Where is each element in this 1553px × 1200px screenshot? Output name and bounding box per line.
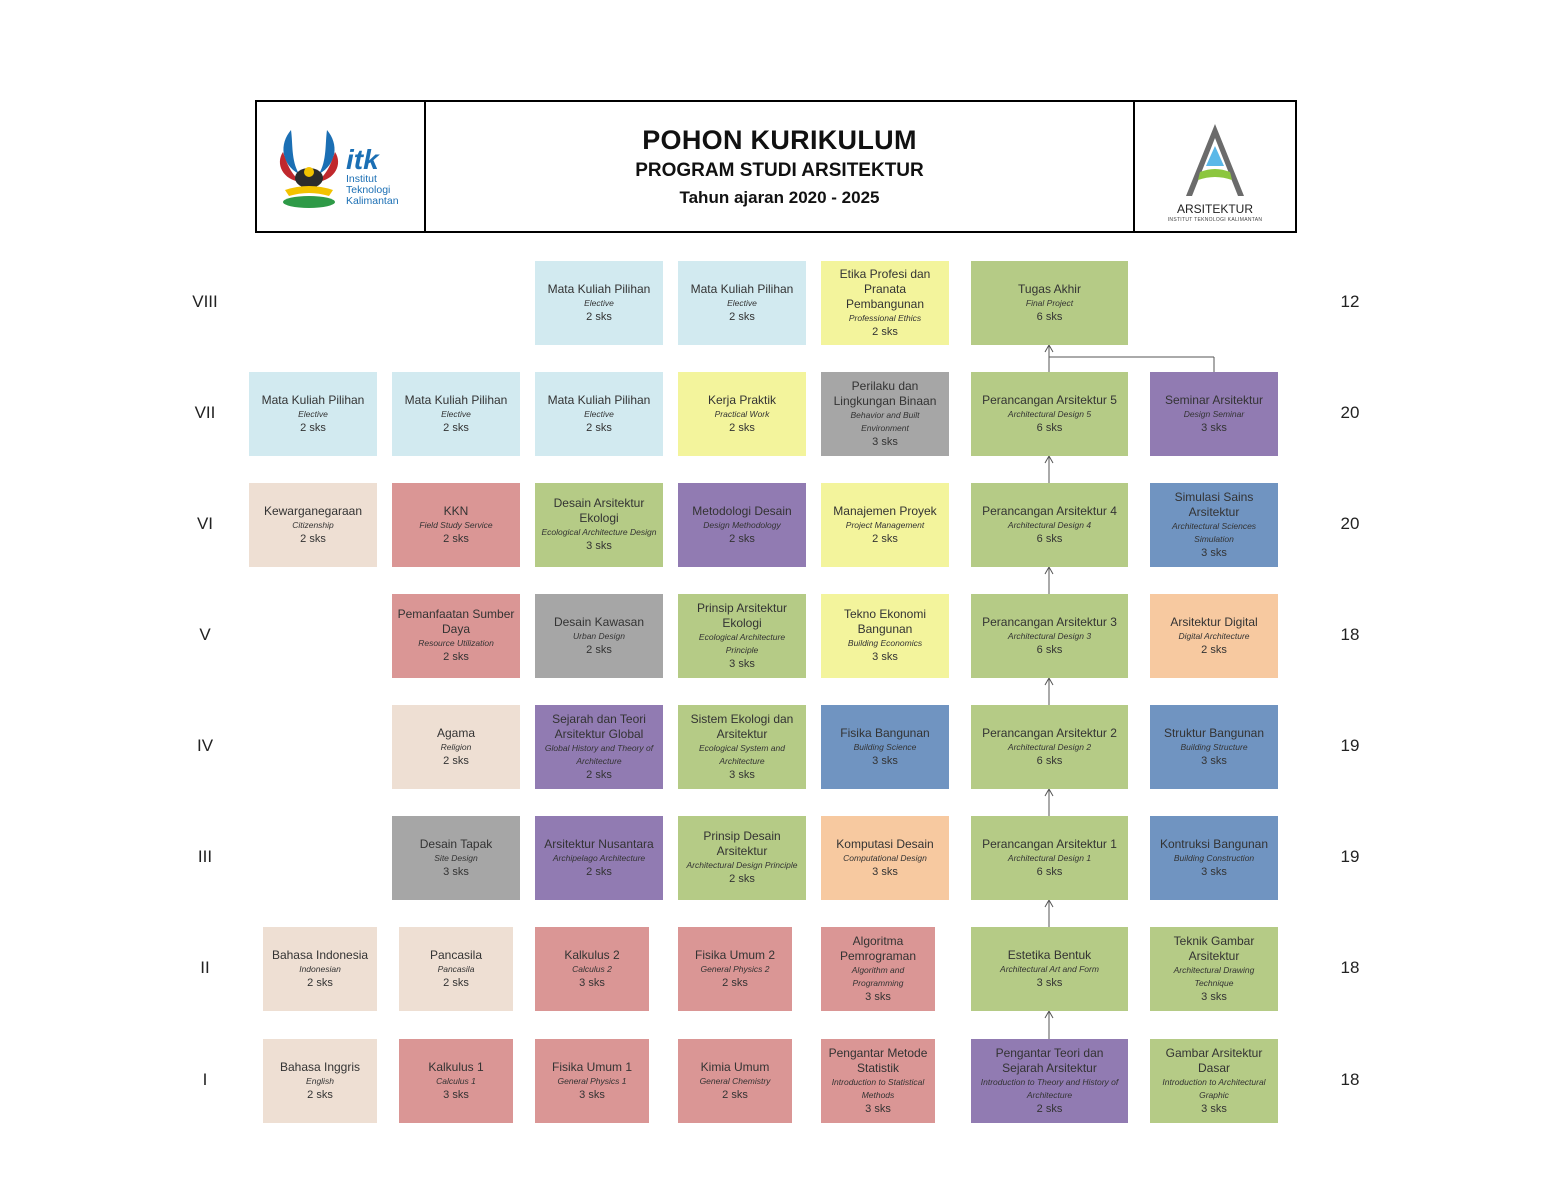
course-credits: 2 sks [300,532,326,545]
arsitektur-sub: INSTITUT TEKNOLOGI KALIMANTAN [1167,217,1263,223]
course-name: Fisika Bangunan [840,725,930,740]
course-box [535,594,663,678]
page-subtitle: PROGRAM STUDI ARSITEKTUR [635,160,924,181]
course-name: Perancangan Arsitektur 1 [982,836,1117,851]
course-english-name: Indonesian [299,963,341,974]
course-english-name: English [306,1075,334,1086]
course-english-name: Ecological Architecture Principle [698,631,786,655]
course-credits: 2 sks [586,421,612,434]
course-name: Perancangan Arsitektur 5 [982,392,1117,407]
itk-line: Teknologi [346,184,391,196]
course-name: Bahasa Indonesia [271,947,369,962]
course-name: Fisika Umum 1 [551,1059,632,1074]
course-box [392,483,520,567]
course-credits: 2 sks [586,865,612,878]
course-name: Manajemen Proyek [833,503,937,518]
itk-line: Institut [346,173,377,185]
course-name: Mata Kuliah Pilihan [547,281,651,296]
course-english-name: Architectural Drawing Technique [1173,964,1255,988]
course-english-name: General Physics 2 [700,963,770,974]
course-box [1150,816,1278,900]
course-english-name: Behavior and Built Environment [850,409,920,433]
course-credits: 3 sks [872,651,898,663]
course-name: Perancangan Arsitektur 3 [982,614,1117,629]
course-name: Pemanfaatan Sumber Daya [397,607,515,636]
course-english-name: Ecological System and Architecture [699,742,785,766]
course-english-name: Architectural Design 4 [1007,519,1092,530]
course-box [821,705,949,789]
course-name: Mata Kuliah Pilihan [261,392,365,407]
course-credits: 2 sks [443,532,469,545]
course-credits: 3 sks [1201,546,1227,559]
course-box [821,261,949,345]
course-english-name: Computational Design [843,852,927,863]
course-box [821,372,949,456]
course-english-name: Building Construction [1173,852,1255,863]
course-name: Pengantar Metode Statistik [828,1045,928,1075]
course-name: Arsitektur Nusantara [544,836,654,851]
course-box [821,1039,935,1123]
course-name: Algoritma Pemrograman [839,933,917,963]
course-credits: 3 sks [865,1102,891,1115]
course-box [392,705,520,789]
course-credits: 2 sks [729,873,755,885]
semester-total-sks: 12 [1340,292,1360,311]
course-english-name: Building Economics [847,638,923,648]
course-credits: 2 sks [586,643,612,656]
course-name: Metodologi Desain [692,503,792,518]
course-credits: 3 sks [586,540,612,552]
course-english-name: Architectural Design 1 [1007,852,1092,863]
course-credits: 6 sks [1036,532,1063,545]
course-english-name: General Chemistry [699,1075,771,1086]
course-credits: 2 sks [307,976,333,989]
course-box [1150,483,1278,567]
course-name: Etika Profesi dan Pranata Pembangunan [839,266,931,311]
course-english-name: Introduction to Theory and History of Architecture [980,1076,1119,1100]
semester-label: VII [194,403,216,422]
course-name: Fisika Umum 2 [694,947,775,962]
course-box [1150,927,1278,1011]
course-english-name: General Physics 1 [557,1075,627,1086]
course-credits: 2 sks [872,325,898,338]
course-credits: 2 sks [729,310,755,323]
semester-total-sks: 20 [1340,403,1360,422]
semester-label: V [199,625,211,644]
course-credits: 2 sks [729,532,755,545]
course-credits: 2 sks [586,310,612,323]
course-english-name: Elective [584,408,614,419]
course-name: Struktur Bangunan [1163,725,1265,740]
course-box [263,927,377,1011]
course-box [263,1039,377,1123]
course-name: Pancasila [429,947,483,962]
course-english-name: Building Structure [1180,741,1248,752]
course-name: Sistem Ekologi dan Arsitektur [690,711,794,741]
course-box [971,483,1128,567]
course-credits: 3 sks [1201,990,1227,1003]
course-name: Prinsip Desain Arsitektur [703,829,781,858]
course-box [392,372,520,456]
course-box [678,927,792,1011]
course-name: Mata Kuliah Pilihan [547,392,651,407]
semester-total-sks: 20 [1340,514,1360,533]
course-english-name: Field Study Service [419,519,493,530]
course-credits: 3 sks [872,435,898,448]
course-box [678,594,806,678]
course-english-name: Elective [727,297,757,308]
course-name: Kimia Umum [700,1059,770,1074]
arsitektur-label: ARSITEKTUR [1176,202,1253,216]
course-credits: 2 sks [729,421,755,434]
course-name: Simulasi Sains Arsitektur [1174,489,1254,519]
course-credits: 3 sks [579,1088,605,1101]
course-box [678,1039,792,1123]
course-credits: 3 sks [1201,1102,1227,1115]
course-name: Kerja Praktik [707,392,777,407]
course-name: Desain Kawasan [553,614,645,629]
page-title: POHON KURIKULUM [642,125,917,155]
course-credits: 2 sks [872,532,898,545]
course-box [1150,594,1278,678]
course-box [971,705,1128,789]
semester-label: IV [196,736,214,755]
course-box [535,816,663,900]
semester-total-sks: 19 [1340,736,1360,755]
course-english-name: Calculus 2 [572,963,612,974]
course-credits: 6 sks [1036,754,1063,767]
course-english-name: Archipelago Architecture [552,852,646,863]
course-box [678,816,806,900]
course-english-name: Building Science [853,741,917,752]
semester-total-sks: 18 [1340,958,1360,977]
course-english-name: Project Management [845,519,925,530]
course-name: Kewarganegaraan [263,503,363,518]
course-english-name: Calculus 1 [436,1075,476,1086]
course-english-name: Final Project [1025,297,1074,308]
course-credits: 3 sks [443,865,469,878]
course-credits: 6 sks [1036,865,1063,878]
semester-total-sks: 18 [1340,625,1360,644]
course-name: Perilaku dan Lingkungan Binaan [833,378,937,408]
course-box [535,372,663,456]
course-name: Pengantar Teori dan Sejarah Arsitektur [995,1045,1104,1075]
course-name: Seminar Arsitektur [1164,392,1264,407]
course-box [971,594,1128,678]
course-english-name: Introduction to Statistical Methods [831,1076,925,1100]
course-name: Kontruksi Bangunan [1159,836,1269,851]
course-name: Tugas Akhir [1018,281,1081,296]
course-english-name: Introduction to Architectural Graphic [1162,1076,1266,1100]
course-english-name: Pancasila [437,963,475,974]
course-english-name: Elective [298,408,328,419]
course-box [971,261,1128,345]
course-english-name: Resource Utilization [418,638,494,648]
course-box [392,594,520,678]
course-english-name: Architectural Art and Form [1000,963,1099,974]
itk-line: Kalimantan [346,195,399,207]
course-name: Prinsip Arsitektur Ekologi [696,600,788,630]
course-credits: 2 sks [1036,1102,1063,1115]
course-english-name: Elective [441,408,471,419]
course-credits: 2 sks [722,1088,748,1101]
course-box [678,261,806,345]
course-english-name: Architectural Design 2 [1007,741,1092,752]
itk-wordmark: itk [346,144,379,175]
course-box [821,816,949,900]
course-credits: 2 sks [307,1088,333,1101]
course-english-name: Architectural Design Principle [686,860,798,870]
course-name: Desain Arsitektur Ekologi [553,496,645,525]
course-box [1150,1039,1278,1123]
course-credits: 2 sks [443,651,469,663]
course-box [821,927,935,1011]
course-credits: 2 sks [443,976,469,989]
course-english-name: Urban Design [573,630,625,641]
course-box [535,927,649,1011]
course-credits: 3 sks [1201,421,1227,434]
course-box [399,1039,513,1123]
course-box [535,705,663,789]
course-english-name: Global History and Theory of Architecture [544,742,654,766]
course-box [535,261,663,345]
course-credits: 3 sks [729,768,755,781]
course-credits: 3 sks [872,754,898,767]
course-name: Gambar Arsitektur Dasar [1165,1045,1263,1075]
course-credits: 2 sks [443,421,469,434]
course-name: Agama [436,725,476,740]
course-name: Kalkulus 1 [428,1059,484,1074]
course-credits: 2 sks [722,976,748,989]
course-box [399,927,513,1011]
course-name: Arsitektur Digital [1170,614,1258,629]
course-name: Perancangan Arsitektur 4 [982,503,1117,518]
course-english-name: Practical Work [714,408,770,419]
course-credits: 2 sks [443,754,469,767]
course-name: KKN [443,503,469,518]
course-name: Desain Tapak [419,836,493,851]
course-english-name: Architectural Design 3 [1007,630,1092,641]
course-english-name: Professional Ethics [848,312,922,323]
course-name: Perancangan Arsitektur 2 [982,725,1117,740]
course-box [821,483,949,567]
course-box [678,483,806,567]
course-credits: 2 sks [300,421,326,434]
course-name: Bahasa Inggris [279,1059,361,1074]
course-box [971,372,1128,456]
course-credits: 6 sks [1036,421,1063,434]
course-credits: 2 sks [1201,643,1227,656]
course-name: Estetika Bentuk [1007,947,1092,962]
course-box [249,372,377,456]
course-credits: 3 sks [729,657,755,670]
semester-label: II [200,958,210,977]
course-english-name: Digital Architecture [1178,630,1250,641]
course-box [392,816,520,900]
course-credits: 3 sks [1036,976,1063,989]
course-box [1150,705,1278,789]
academic-year: Tahun ajaran 2020 - 2025 [679,188,880,207]
course-credits: 6 sks [1036,310,1063,323]
course-name: Kalkulus 2 [564,947,620,962]
course-english-name: Ecological Architecture Design [541,527,657,537]
course-credits: 3 sks [1201,754,1227,767]
course-box [971,1039,1128,1123]
course-english-name: Architectural Sciences Simulation [1171,520,1257,544]
course-box [249,483,377,567]
course-english-name: Elective [584,297,614,308]
course-english-name: Design Methodology [703,519,781,530]
course-name: Teknik Gambar Arsitektur [1173,933,1255,963]
course-english-name: Site Design [434,852,478,863]
course-credits: 3 sks [443,1088,469,1101]
course-box [535,1039,649,1123]
semester-label: VIII [192,292,218,311]
course-english-name: Architectural Design 5 [1007,408,1092,419]
course-english-name: Design Seminar [1183,408,1245,419]
course-credits: 3 sks [865,990,891,1003]
course-credits: 3 sks [579,976,605,989]
semester-label: III [197,847,213,866]
course-box [1150,372,1278,456]
course-credits: 6 sks [1036,643,1063,656]
course-box [821,594,949,678]
semester-total-sks: 19 [1340,847,1360,866]
course-box [678,372,806,456]
course-name: Mata Kuliah Pilihan [404,392,508,407]
course-box [971,927,1128,1011]
course-credits: 2 sks [586,768,612,781]
course-english-name: Citizenship [292,519,334,530]
semester-label: I [202,1070,208,1089]
course-name: Komputasi Desain [836,836,934,851]
course-name: Mata Kuliah Pilihan [690,281,794,296]
course-box [971,816,1128,900]
course-english-name: Algorithm and Programming [851,964,905,988]
semester-label: VI [196,514,214,533]
semester-total-sks: 18 [1340,1070,1360,1089]
course-name: Tekno Ekonomi Bangunan [843,607,927,636]
course-credits: 3 sks [872,865,898,878]
course-credits: 3 sks [1201,865,1227,878]
course-box [535,483,663,567]
course-english-name: Religion [440,741,472,752]
course-box [678,705,806,789]
course-name: Sejarah dan Teori Arsitektur Global [552,711,646,741]
